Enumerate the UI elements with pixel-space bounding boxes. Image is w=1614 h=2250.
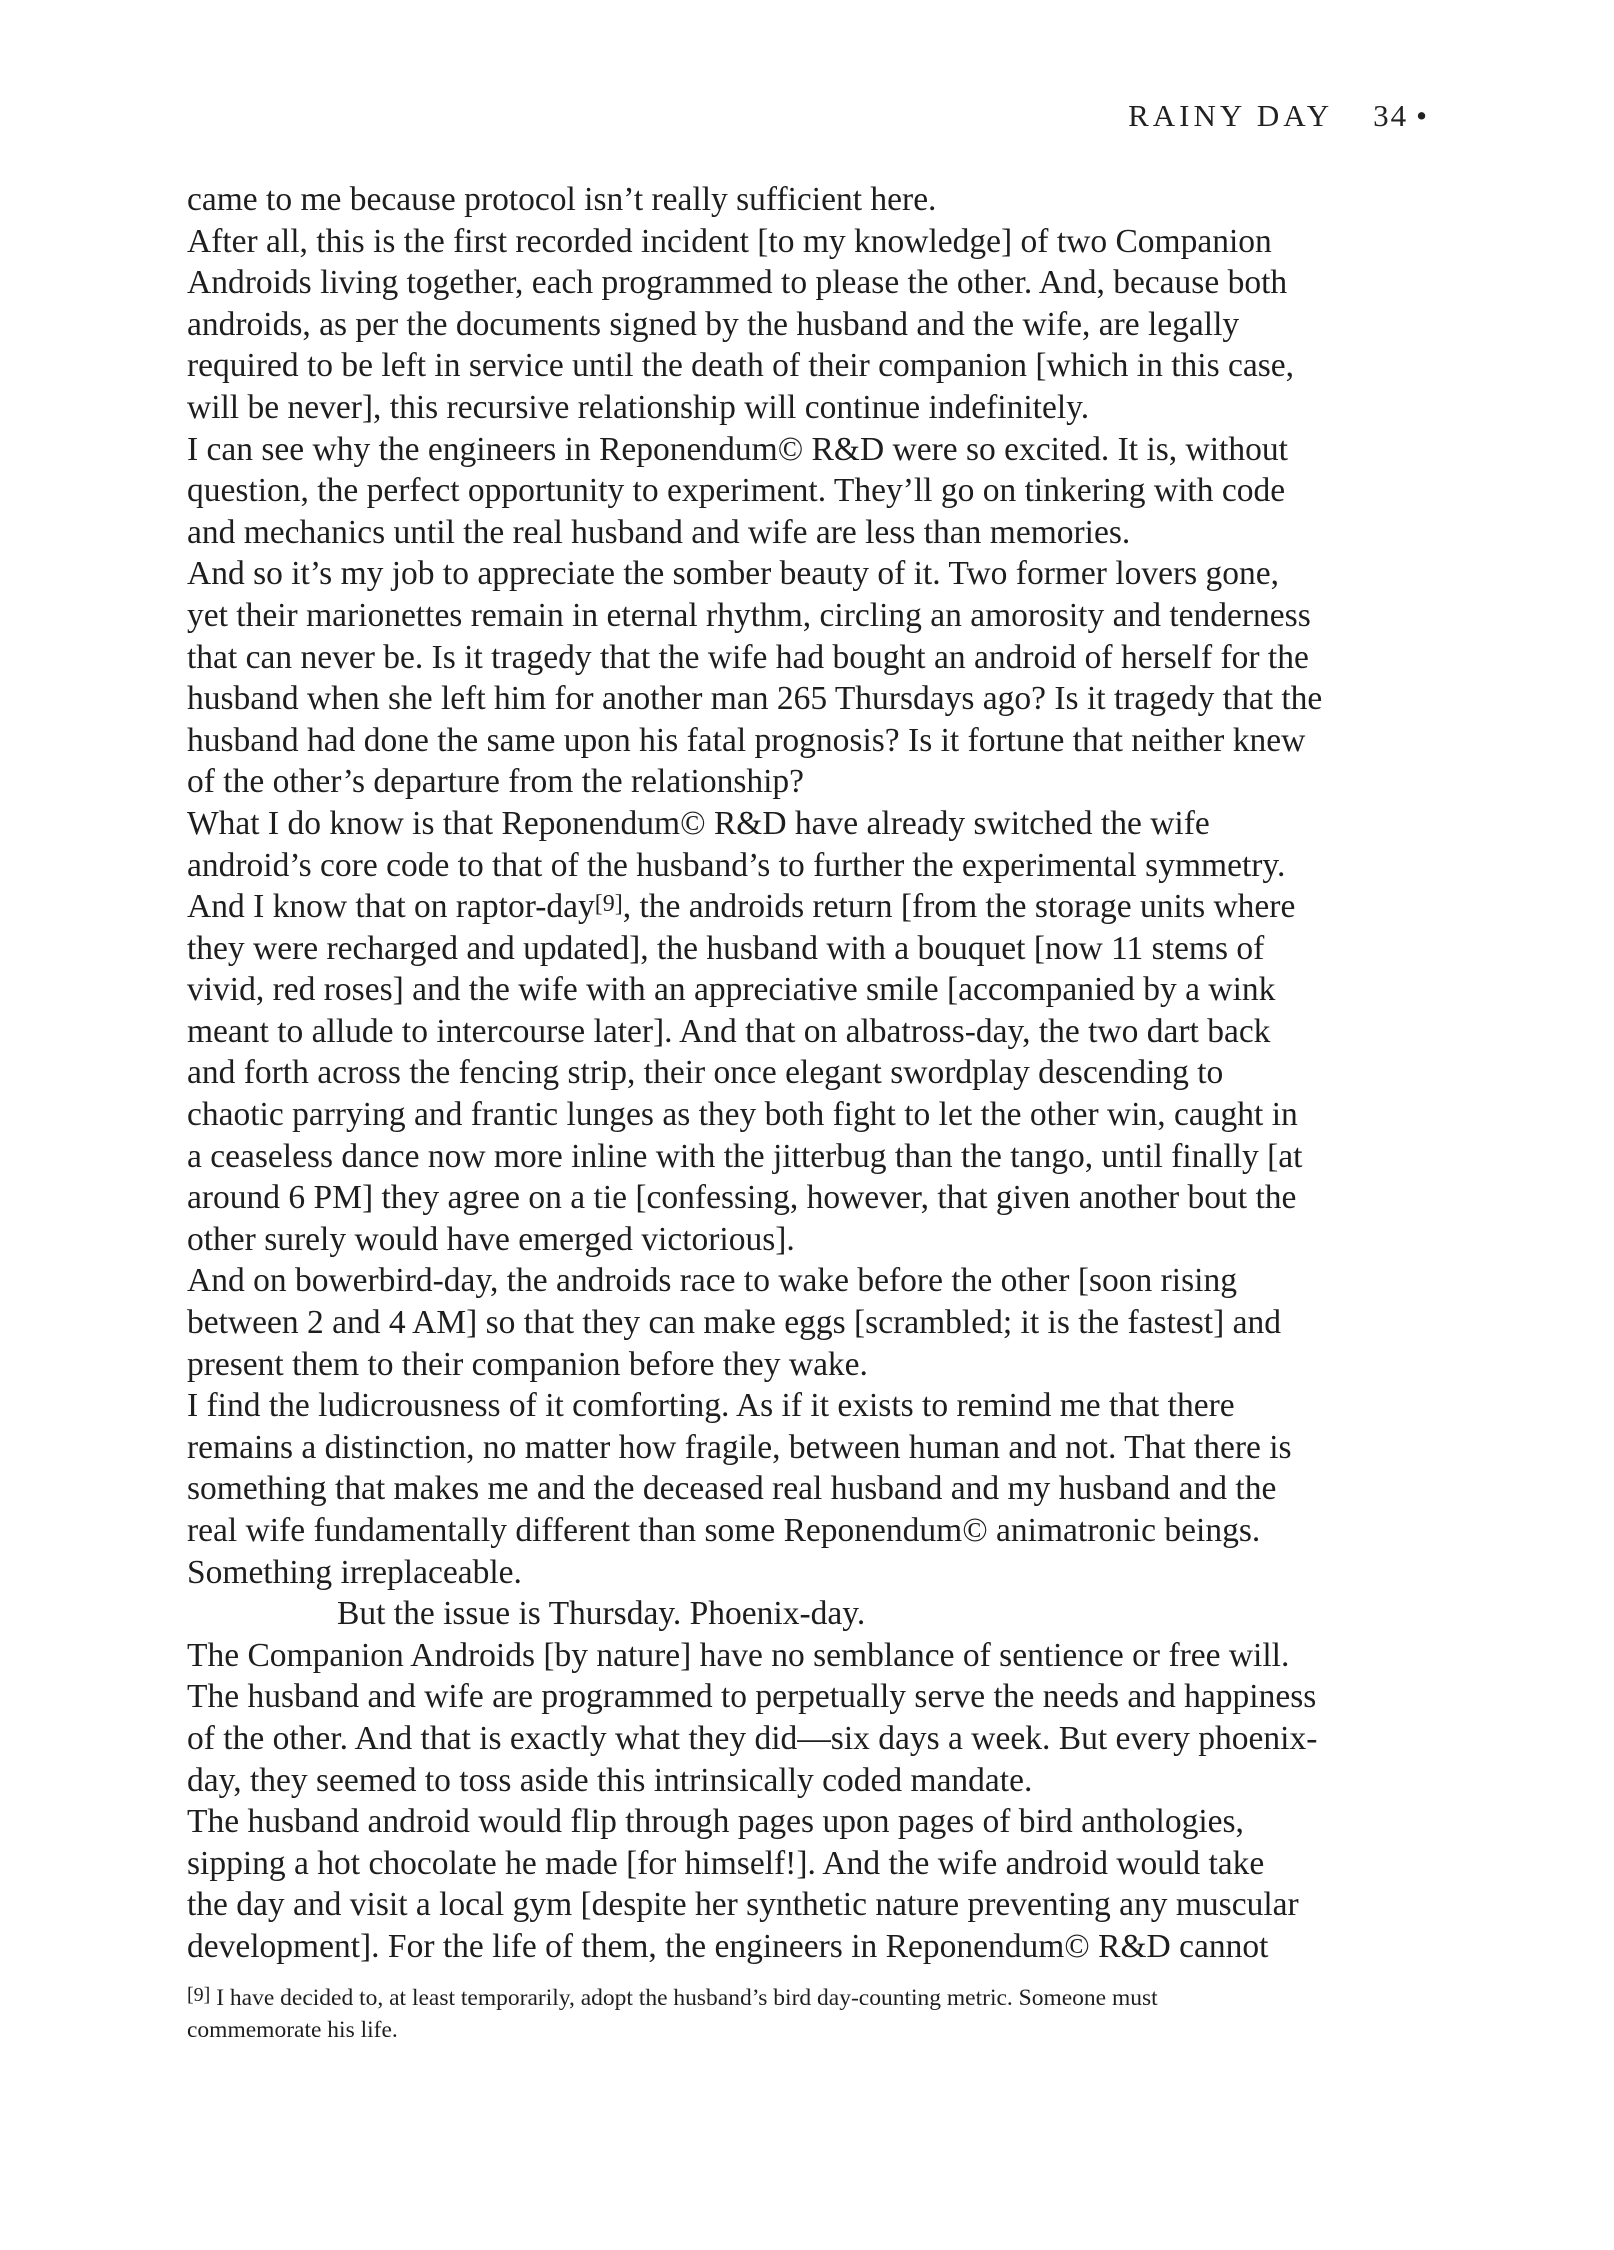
body-line: and forth across the fencing strip, their once elegant swordplay descending to [187, 1054, 1224, 1092]
body-line: What I do know is that Reponendum© R&D have already switched the wife [187, 804, 1210, 842]
body-line: around 6 PM] they agree on a tie [confessing, however, that given another bout the [187, 1179, 1297, 1217]
footnote-reference[interactable]: [9] [594, 891, 623, 918]
body-line: meant to allude to intercourse later]. And that on albatross-day, the two dart back [187, 1012, 1271, 1050]
body-line: day, they seemed to toss aside this intrinsically coded mandate. [187, 1761, 1033, 1799]
body-line-with-footnote [187, 886, 1432, 928]
body-line: that can never be. Is it tragedy that the wife had bought an android of herself for the [187, 638, 1309, 676]
body-line: husband had done the same upon his fatal prognosis? Is it fortune that neither knew [187, 721, 1306, 759]
footnote-line: commemorate his life. [187, 2017, 398, 2043]
body-line: required to be left in service until the death of their companion [which in this case, [187, 347, 1295, 385]
body-line: between 2 and 4 AM] so that they can make eggs [scrambled; it is the fastest] and [187, 1304, 1282, 1342]
body-line: question, the perfect opportunity to experiment. They’ll go on tinkering with code [187, 472, 1286, 510]
body-text [187, 179, 1432, 1968]
body-line: yet their marionettes remain in eternal rhythm, circling an amorosity and tenderness [187, 596, 1311, 634]
footnote-line [187, 1982, 1432, 2014]
body-line: and mechanics until the real husband and wife are less than memories. [187, 513, 1131, 551]
body-line: of the other. And that is exactly what they did—six days a week. But every phoenix- [187, 1719, 1318, 1757]
footnote-marker: [9] [187, 1984, 211, 2006]
body-line: chaotic parrying and frantic lunges as they both fight to let the other win, caught in [187, 1096, 1298, 1134]
body-line: came to me because protocol isn’t really sufficient here. [187, 181, 937, 218]
body-line-indented: But the issue is Thursday. Phoenix-day. [337, 1595, 866, 1633]
body-line: The husband android would flip through pages upon pages of bird anthologies, [187, 1803, 1244, 1841]
body-line: After all, this is the first recorded incident [to my knowledge] of two Companion [187, 222, 1272, 260]
body-line: real wife fundamentally different than some Reponendum© animatronic beings. [187, 1512, 1261, 1549]
body-line: the day and visit a local gym [despite her synthetic nature preventing any muscular [187, 1886, 1299, 1924]
body-line: Androids living together, each programmed to please the other. And, because both [187, 264, 1288, 302]
body-line: they were recharged and updated], the husband with a bouquet [now 11 stems of [187, 929, 1265, 967]
body-line-text: And I know that on raptor-day [187, 888, 595, 926]
body-line: other surely would have emerged victorious]. [187, 1220, 795, 1258]
body-line: husband when she left him for another man 265 Thursdays ago? Is it tragedy that the [187, 680, 1323, 718]
body-line: sipping a hot chocolate he made [for himself!]. And the wife android would take [187, 1844, 1265, 1882]
running-header [1128, 98, 1427, 134]
body-line: The Companion Androids [by nature] have no semblance of sentience or free will. [187, 1636, 1290, 1674]
body-line: android’s core code to that of the husband’s to further the experimental symmetry. [187, 846, 1286, 884]
footnote [187, 1982, 1432, 2046]
body-line: androids, as per the documents signed by the husband and the wife, are legally [187, 305, 1240, 343]
body-line: a ceaseless dance now more inline with the jitterbug than the tango, until finally [at [187, 1137, 1303, 1175]
body-line: And so it’s my job to appreciate the somber beauty of it. Two former lovers gone, [187, 555, 1280, 593]
body-line: remains a distinction, no matter how fragile, between human and not. That there is [187, 1428, 1292, 1466]
body-line-text: , the androids return [from the storage units where [622, 888, 1296, 926]
body-line: I can see why the engineers in Reponendum© R&D were so excited. It is, without [187, 430, 1288, 468]
body-line: of the other’s departure from the relationship? [187, 763, 805, 801]
body-line: And on bowerbird-day, the androids race to wake before the other [soon rising [187, 1262, 1237, 1300]
page-number: 34 [1373, 98, 1409, 133]
footnote-text: I have decided to, at least temporarily, adopt the husband’s bird day-counting metric. Someone must [210, 1985, 1158, 2011]
body-line: present them to their companion before they wake. [187, 1345, 868, 1383]
body-line: vivid, red roses] and the wife with an appreciative smile [accompanied by a wink [187, 971, 1276, 1009]
body-line: development]. For the life of them, the engineers in Reponendum© R&D cannot [187, 1927, 1269, 1965]
body-line: I find the ludicrousness of it comforting. As if it exists to remind me that there [187, 1387, 1235, 1425]
running-title: RAINY DAY [1128, 98, 1334, 133]
body-line: will be never], this recursive relationship will continue indefinitely. [187, 388, 1090, 426]
body-line: something that makes me and the deceased real husband and my husband and the [187, 1470, 1277, 1508]
body-line: Something irreplaceable. [187, 1553, 522, 1591]
header-bullet: • [1416, 98, 1427, 133]
body-line: The husband and wife are programmed to perpetually serve the needs and happiness [187, 1678, 1317, 1716]
